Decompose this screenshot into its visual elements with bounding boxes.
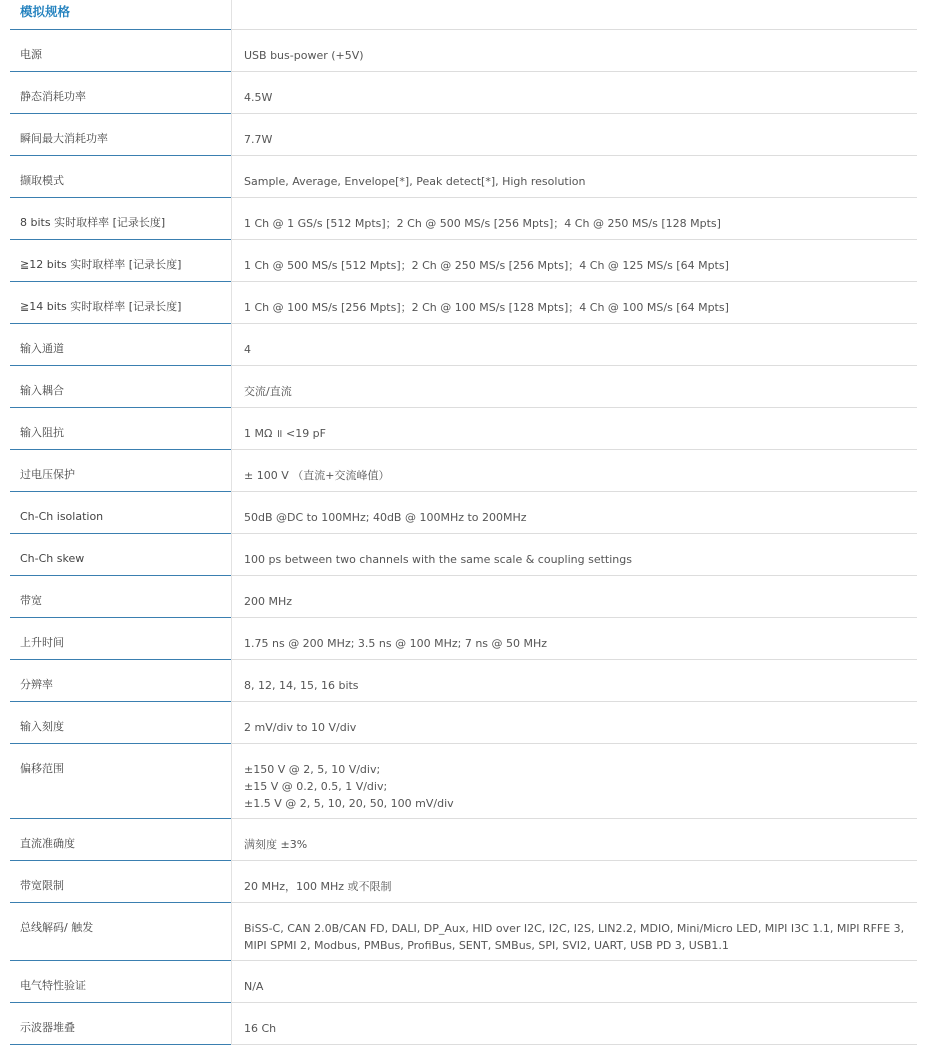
- spec-value: [232, 408, 917, 450]
- spec-row: [10, 492, 917, 534]
- spec-label: 偏移范围: [10, 744, 232, 819]
- spec-label: 静态消耗功率: [10, 72, 232, 114]
- spec-label: 电源: [10, 30, 232, 72]
- spec-label: Ch-Ch skew: [10, 534, 232, 576]
- spec-label: 输入耦合: [10, 366, 232, 408]
- spec-value-line: 200 MHz: [244, 595, 293, 608]
- section-header-empty: [232, 0, 917, 30]
- spec-value-line: Sample, Average, Envelope[*], Peak detect[*], High resolution: [244, 175, 586, 188]
- spec-value-line: 100 ps between two channels with the same scale & coupling settings: [244, 553, 632, 566]
- spec-value-line: 满刻度 ±3%: [244, 838, 308, 851]
- spec-value: [232, 861, 917, 903]
- spec-value: [232, 576, 917, 618]
- spec-value: [232, 114, 917, 156]
- spec-value: [232, 903, 917, 961]
- spec-label: ≧12 bits 实时取样率 [记录长度]: [10, 240, 232, 282]
- spec-value-line: ±15 V @ 0.2, 0.5, 1 V/div;: [244, 780, 388, 793]
- spec-label: 8 bits 实时取样率 [记录长度]: [10, 198, 232, 240]
- spec-value: [232, 282, 917, 324]
- spec-rows: [10, 30, 917, 1045]
- spec-value: [232, 324, 917, 366]
- spec-value: [232, 30, 917, 72]
- spec-label: 总线解码/ 触发: [10, 903, 232, 961]
- spec-row: [10, 819, 917, 861]
- spec-value-line: 8, 12, 14, 15, 16 bits: [244, 679, 359, 692]
- spec-label: 带宽: [10, 576, 232, 618]
- spec-row: [10, 903, 917, 961]
- spec-value: [232, 1003, 917, 1045]
- spec-label: 带宽限制: [10, 861, 232, 903]
- spec-value-line: 1 Ch @ 100 MS/s [256 Mpts]；2 Ch @ 100 MS/s [128 Mpts]；4 Ch @ 100 MS/s [64 Mpts]: [244, 301, 729, 314]
- spec-row: [10, 324, 917, 366]
- spec-label: 直流准确度: [10, 819, 232, 861]
- spec-label: 上升时间: [10, 618, 232, 660]
- spec-label: 电气特性验证: [10, 961, 232, 1003]
- spec-row: [10, 366, 917, 408]
- spec-row: [10, 156, 917, 198]
- spec-label: 示波器堆叠: [10, 1003, 232, 1045]
- spec-value-line: ±1.5 V @ 2, 5, 10, 20, 50, 100 mV/div: [244, 797, 454, 810]
- spec-row: [10, 744, 917, 819]
- spec-row: [10, 114, 917, 156]
- spec-row: [10, 408, 917, 450]
- spec-value: [232, 72, 917, 114]
- section-header-row: [10, 0, 917, 30]
- spec-value-line: 7.7W: [244, 133, 273, 146]
- spec-value: [232, 534, 917, 576]
- spec-value: [232, 819, 917, 861]
- spec-value-line: BiSS-C, CAN 2.0B/CAN FD, DALI, DP_Aux, HID over I2C, I2C, I2S, LIN2.2, MDIO, Mini/Micro LED, MIPI I3C 1.1, MIPI RFFE 3,: [244, 922, 905, 935]
- spec-label: Ch-Ch isolation: [10, 492, 232, 534]
- spec-value: [232, 744, 917, 819]
- spec-value: [232, 660, 917, 702]
- spec-label: 输入刻度: [10, 702, 232, 744]
- spec-label: ≧14 bits 实时取样率 [记录长度]: [10, 282, 232, 324]
- spec-value-line: 4.5W: [244, 91, 273, 104]
- spec-value-line: 1.75 ns @ 200 MHz; 3.5 ns @ 100 MHz; 7 ns @ 50 MHz: [244, 637, 548, 650]
- spec-value: [232, 618, 917, 660]
- spec-value-line: 2 mV/div to 10 V/div: [244, 721, 357, 734]
- spec-value-line: USB bus-power (+5V): [244, 49, 364, 62]
- spec-value-line: MIPI SPMI 2, Modbus, PMBus, ProfiBus, SENT, SMBus, SPI, SVI2, UART, USB PD 3, USB1.1: [244, 939, 729, 952]
- spec-value: [232, 156, 917, 198]
- spec-value-line: 交流/直流: [244, 385, 292, 398]
- spec-label: 瞬间最大消耗功率: [10, 114, 232, 156]
- spec-value-line: N/A: [244, 980, 264, 993]
- spec-row: [10, 534, 917, 576]
- spec-value-line: 1 MΩ ॥ <19 pF: [244, 427, 326, 440]
- spec-row: [10, 198, 917, 240]
- spec-value-line: 1 Ch @ 500 MS/s [512 Mpts]；2 Ch @ 250 MS/s [256 Mpts]；4 Ch @ 125 MS/s [64 Mpts]: [244, 259, 729, 272]
- spec-value: [232, 450, 917, 492]
- spec-row: [10, 618, 917, 660]
- spec-table: [10, 0, 917, 1045]
- spec-row: [10, 1003, 917, 1045]
- spec-value-line: 50dB @DC to 100MHz; 40dB @ 100MHz to 200MHz: [244, 511, 527, 524]
- spec-value: [232, 961, 917, 1003]
- spec-value-line: 20 MHz，100 MHz 或不限制: [244, 880, 392, 893]
- spec-row: [10, 660, 917, 702]
- spec-label: 分辨率: [10, 660, 232, 702]
- spec-value: [232, 366, 917, 408]
- spec-row: [10, 861, 917, 903]
- spec-value-line: ± 100 V （直流+交流峰值）: [244, 469, 390, 482]
- spec-value: [232, 240, 917, 282]
- spec-value-line: 1 Ch @ 1 GS/s [512 Mpts]；2 Ch @ 500 MS/s [256 Mpts]；4 Ch @ 250 MS/s [128 Mpts]: [244, 217, 721, 230]
- spec-value-line: 16 Ch: [244, 1022, 277, 1035]
- spec-row: [10, 72, 917, 114]
- spec-value: [232, 198, 917, 240]
- spec-row: [10, 30, 917, 72]
- section-title: 模拟规格: [10, 0, 232, 30]
- spec-value: [232, 702, 917, 744]
- spec-value-line: ±150 V @ 2, 5, 10 V/div;: [244, 763, 381, 776]
- spec-row: [10, 240, 917, 282]
- spec-value-line: 4: [244, 343, 251, 356]
- spec-row: [10, 282, 917, 324]
- spec-row: [10, 702, 917, 744]
- spec-label: 过电压保护: [10, 450, 232, 492]
- spec-label: 输入通道: [10, 324, 232, 366]
- spec-label: 输入阻抗: [10, 408, 232, 450]
- spec-label: 撷取模式: [10, 156, 232, 198]
- spec-row: [10, 576, 917, 618]
- spec-row: [10, 450, 917, 492]
- spec-value: [232, 492, 917, 534]
- spec-row: [10, 961, 917, 1003]
